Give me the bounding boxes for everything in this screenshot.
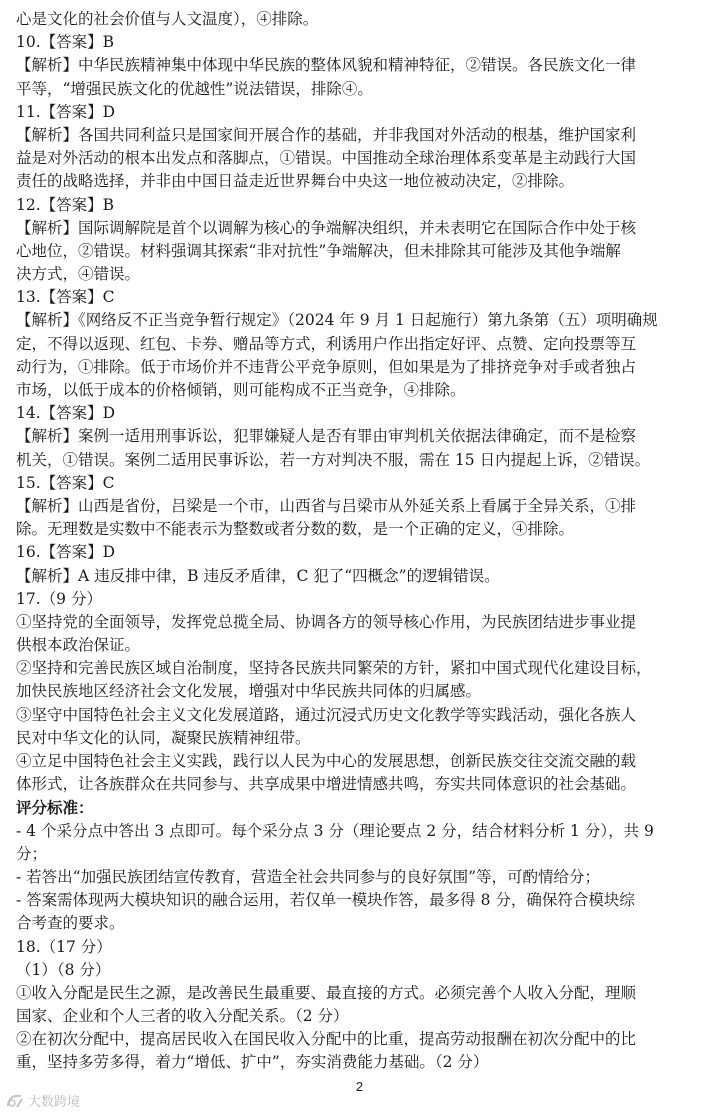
text-line: 重，坚持多劳多得，着力“增低、扩中”，夯实消费能力基础。（2 分） [16,1053,489,1072]
text-line: 11.【答案】D [16,102,116,121]
text-line: 【解析】中华民族精神集中体现中华民族的整体风貌和精神特征，②错误。各民族文化一律 [16,56,637,75]
text-line: 【解析】各国共同利益只是国家间开展合作的基础，并非我国对外活动的根基，维护国家利 [16,125,637,144]
text-line: ②坚持和完善民族区域自治制度，坚持各民族共同繁荣的方针，紧扣中国式现代化建设目标， [16,659,652,678]
text-line: 民对中华文化的认同，凝聚民族精神纽带。 [16,728,311,747]
page-number: 2 [355,1079,364,1094]
text-line: 合考查的要求。 [16,914,125,933]
text-line: 机关，①错误。案例二适用民事诉讼，若一方对判决不服，需在 15 日内提起上诉，②错误。 [16,450,651,469]
text-line: 18.（17 分） [16,937,112,956]
text-line: 供根本政治保证。 [16,636,141,655]
text-line: 定，不得以返现、红包、卡券、赠品等方式，利诱用户作出指定好评、点赞、定向投票等互 [16,334,637,353]
text-line: - 4 个采分点中答出 3 点即可。每个采分点 3 分（理论要点 2 分，结合材料分析 1 分），共 9 [16,821,654,840]
text-line: 除。无理数是实数中不能表示为整数或者分数的数，是一个正确的定义，④排除。 [16,520,575,539]
brand-logo-icon [6,1093,24,1109]
text-line: 决方式，④错误。 [16,265,141,284]
document-body [16,8,688,1075]
text-line: 12.【答案】B [16,195,115,214]
watermark-text: 大数跨境 [28,1095,81,1110]
text-line: ①收入分配是民生之源，是改善民生最重要、最直接的方式。必须完善个人收入分配，理顺 [16,983,637,1002]
text-line: 10.【答案】B [16,33,115,52]
text-line: 体形式，让各族群众在共同参与、共享成果中增进情感共鸣，夯实共同体意识的社会基础。 [16,775,637,794]
text-line: 加快民族地区经济社会文化发展，增强对中华民族共同体的归属感。 [16,682,482,701]
text-line: 心是文化的社会价值与人文温度），④排除。 [16,10,319,28]
text-line: 市场，以低于成本的价格倾销，则可能构成不正当竞争，④排除。 [16,381,466,399]
text-line: - 答案需体现两大模块知识的融合运用，若仅单一模块作答，最多得 8 分，确保符合模块综 [16,891,635,910]
text-line: 【解析】案例一适用刑事诉讼，犯罪嫌疑人是否有罪由审判机关依据法律确定，而不是检察 [16,427,637,446]
text-line: 心地位，②错误。材料强调其探索“非对抗性”争端解决，但未排除其可能涉及其他争端解 [16,241,621,260]
text-line: 【解析】《网络反不正当竞争暂行规定》（2024 年 9 月 1 日起施行）第九条第（五）项明确规 [16,311,658,330]
text-line: 【解析】A 违反排中律，B 违反矛盾律，C 犯了“四概念”的逻辑错误。 [16,566,500,585]
watermark [6,1091,80,1110]
text-line: 平等，“增强民族文化的优越性”说法错误，排除④。 [16,79,373,98]
text-line: - 若答出“加强民族团结宣传教育，营造全社会共同参与的良好氛围”等，可酌情给分； [16,867,601,886]
text-line: ③坚守中国特色社会主义文化发展道路，通过沉浸式历史文化教学等实践活动，强化各族人 [16,705,637,724]
text-line: 【解析】山西是省份，吕梁是一个市，山西省与吕梁市从外延关系上看属于全异关系，①排 [16,496,637,515]
text-line: 15.【答案】C [16,473,115,492]
text-line: 责任的战略选择，并非由中国日益走近世界舞台中央这一地位被动决定，②排除。 [16,172,575,191]
text-line: 分； [16,844,48,863]
text-line: 14.【答案】D [16,404,116,423]
text-line: （1）（8 分） [16,960,111,979]
text-line: ②在初次分配中，提高居民收入在国民收入分配中的比重，提高劳动报酬在初次分配中的比 [16,1030,637,1049]
text-line: 13.【答案】C [16,288,115,307]
text-line: ④立足中国特色社会主义实践，践行以人民为中心的发展思想，创新民族交往交流交融的载 [16,752,637,770]
text-line: 益是对外活动的根本出发点和落脚点，①错误。中国推动全球治理体系变革是主动践行大国 [16,149,637,168]
text-line: 动行为，①排除。低于市场价并不违背公平竞争原则，但如果是为了排挤竞争对手或者独占 [16,357,637,376]
text-line: 国家、企业和个人三者的收入分配关系。（2 分） [16,1007,349,1026]
text-line: 17.（9 分） [16,589,102,608]
text-line: 16.【答案】D [16,543,116,562]
text-line: 【解析】国际调解院是首个以调解为核心的争端解决组织，并未表明它在国际合作中处于核 [16,218,637,237]
text-line: ①坚持党的全面领导，发挥党总揽全局、协调各方的领导核心作用，为民族团结进步事业提 [16,612,637,631]
section-heading: 评分标准： [16,798,94,818]
